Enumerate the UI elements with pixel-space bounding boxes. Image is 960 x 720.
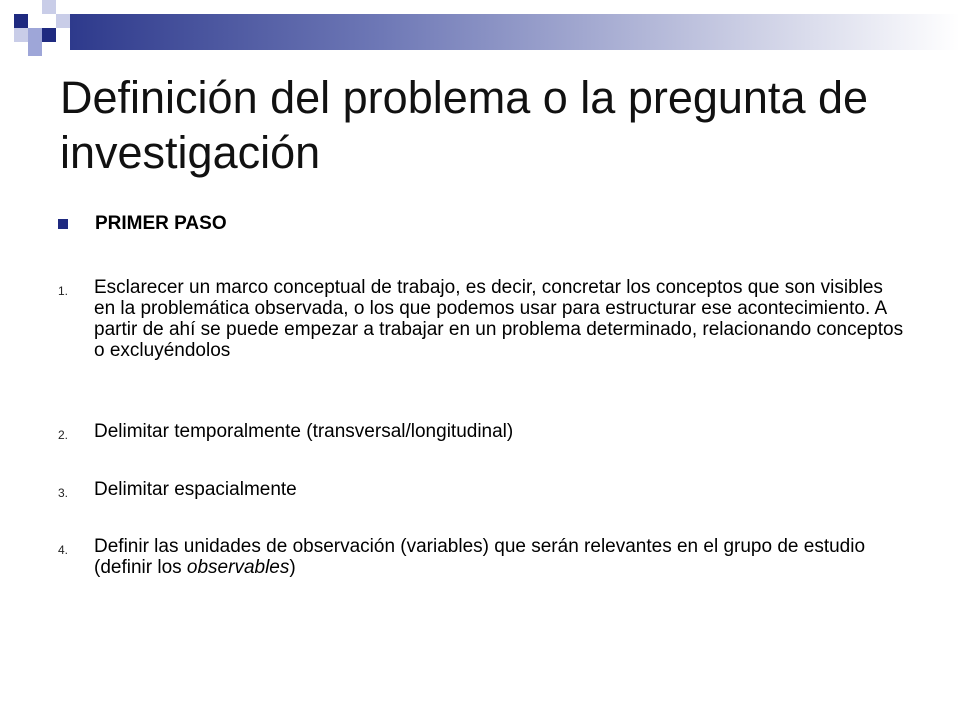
step-text: Delimitar temporalmente (transversal/longitudinal): [94, 421, 514, 442]
step-number: 2.: [58, 428, 69, 442]
bullet-label: PRIMER PASO: [95, 213, 227, 234]
step-item-2: [58, 421, 908, 446]
header-square-navy: [14, 14, 28, 28]
bullet-primer-paso: [58, 213, 227, 235]
step-text-main: Definir las unidades de observación (variables) que serán relevantes en el grupo de estudio (definir los: [94, 536, 866, 578]
header-square-lavender-2: [14, 28, 28, 42]
header-square-lavender: [42, 0, 56, 14]
header-square-lavender-3: [56, 14, 70, 28]
slide-title: Definición del problema o la pregunta de investigación: [60, 72, 869, 178]
step-item-4: [58, 536, 908, 578]
step-text: [94, 536, 908, 578]
step-number: 4.: [58, 543, 69, 557]
step-item-1: [58, 277, 908, 361]
step-text-end: ): [289, 557, 296, 578]
step-text-italic: observables: [186, 557, 290, 578]
step-number: 3.: [58, 486, 69, 500]
step-text: Delimitar espacialmente: [94, 479, 297, 500]
step-number: 1.: [58, 284, 69, 298]
header-square-navy-2: [42, 28, 56, 42]
step-text: Esclarecer un marco conceptual de trabajo, es decir, concretar los conceptos que son visibles en la problemática observada, o los que podemos usar para estructurar ese acontecimiento. A partir de ahí se puede empezar a trabajar en un problema determinado, relacionando conceptos o excluyéndolos: [94, 277, 904, 361]
header-square-violet: [28, 28, 42, 42]
header-gradient-bar: [70, 14, 960, 50]
step-item-3: [58, 479, 908, 504]
square-bullet-icon: [58, 219, 68, 229]
header-square-violet-2: [28, 42, 42, 56]
